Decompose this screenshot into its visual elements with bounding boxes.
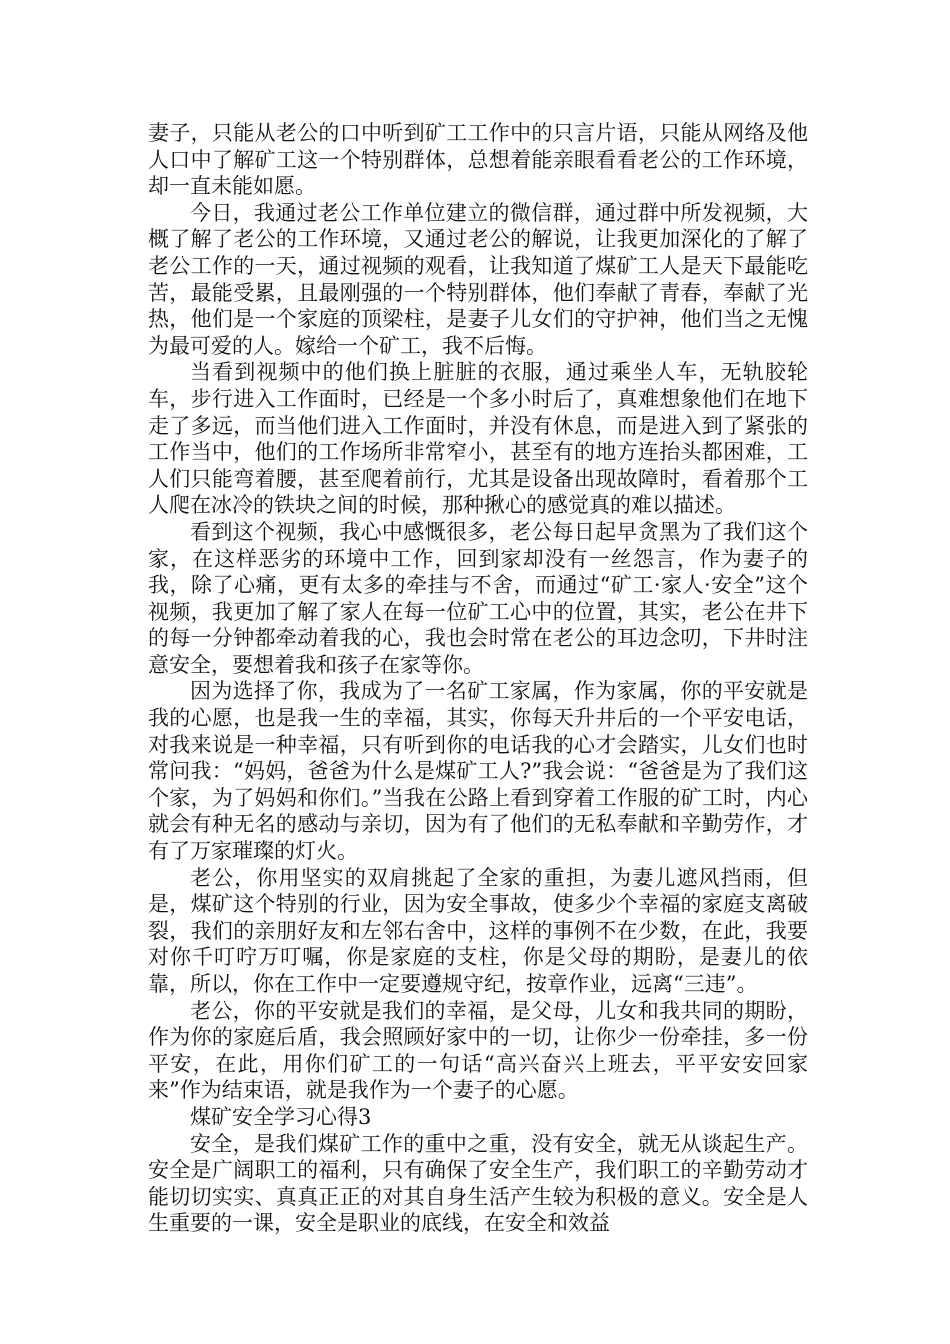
document-page [148,120,808,1237]
paragraph-8: 安全，是我们煤矿工作的重中之重，没有安全，就无从谈起生产。安全是广阔职工的福利，只有确保了安全生产，我们职工的辛勤劳动才能切切实实、真真正正的对其自身生活产生较为积极的意义。安全是人生重要的一课，安全是职业的底线，在安全和效益 [148,1131,808,1236]
paragraph-5: 因为选择了你，我成为了一名矿工家属，作为家属，你的平安就是我的心愿，也是我一生的幸福，其实，你每天升井后的一个平安电话，对我来说是一种幸福，只有听到你的电话我的心才会踏实，儿女们也时常问我：“妈妈，爸爸为什么是煤矿工人?”我会说：“爸爸是为了我们这个家，为了妈妈和你们。”当我在公路上看到穿着工作服的矿工时，内心就会有种无名的感动与亲切，因为有了他们的无私奉献和辛勤劳作，才有了万家璀璨的灯火。 [148,679,808,864]
paragraph-6: 老公，你用坚实的双肩挑起了全家的重担，为妻儿遮风挡雨，但是，煤矿这个特别的行业，因为安全事故，使多少个幸福的家庭支离破裂，我们的亲朋好友和左邻右舍中，这样的事例不在少数，在此，我要对你千叮咛万叮嘱，你是家庭的支柱，你是父母的期盼，是妻儿的依靠，所以，你在工作中一定要遵规守纪，按章作业，远离“三违”。 [148,865,808,996]
paragraph-2: 今日，我通过老公工作单位建立的微信群，通过群中所发视频，大概了解了老公的工作环境，又通过老公的解说，让我更加深化的了解了老公工作的一天，通过视频的观看，让我知道了煤矿工人是天下最能吃苦，最能受累，且最刚强的一个特别群体，他们奉献了青春，奉献了光热，他们是一个家庭的顶梁柱，是妻子儿女们的守护神，他们当之无愧为最可爱的人。嫁给一个矿工，我不后悔。 [148,200,808,358]
paragraph-3: 当看到视频中的他们换上脏脏的衣服，通过乘坐人车，无轨胶轮车，步行进入工作面时，已经是一个多小时后了，真难想象他们在地下走了多远，而当他们进入工作面时，并没有休息，而是进入到了紧张的工作当中，他们的工作场所非常窄小，甚至有的地方连抬头都困难，工人们只能弯着腰，甚至爬着前行，尤其是设备出现故障时，看着那个工人爬在冰冷的铁块之间的时候，那种揪心的感觉真的难以描述。 [148,360,808,518]
paragraph-4: 看到这个视频，我心中感慨很多，老公每日起早贪黑为了我们这个家，在这样恶劣的环境中工作，回到家却没有一丝怨言，作为妻子的我，除了心痛，更有太多的牵挂与不舍，而通过“矿工·家人·安全”这个视频，我更加了解了家人在每一位矿工心中的位置，其实，老公在井下的每一分钟都牵动着我的心，我也会时常在老公的耳边念叨，下井时注意安全，要想着我和孩子在家等你。 [148,519,808,677]
paragraph-1: 妻子，只能从老公的口中听到矿工工作中的只言片语，只能从网络及他人口中了解矿工这一个特别群体，总想着能亲眼看看老公的工作环境，却一直未能如愿。 [148,121,808,199]
section-heading: 煤矿安全学习心得3 [190,1104,372,1129]
paragraph-7: 老公，你的平安就是我们的幸福，是父母，儿女和我共同的期盼，作为你的家庭后盾，我会照顾好家中的一切，让你少一份牵挂，多一份平安，在此，用你们矿工的一句话“高兴奋兴上班去，平平安安回家来”作为结束语，就是我作为一个妻子的心愿。 [148,998,808,1103]
